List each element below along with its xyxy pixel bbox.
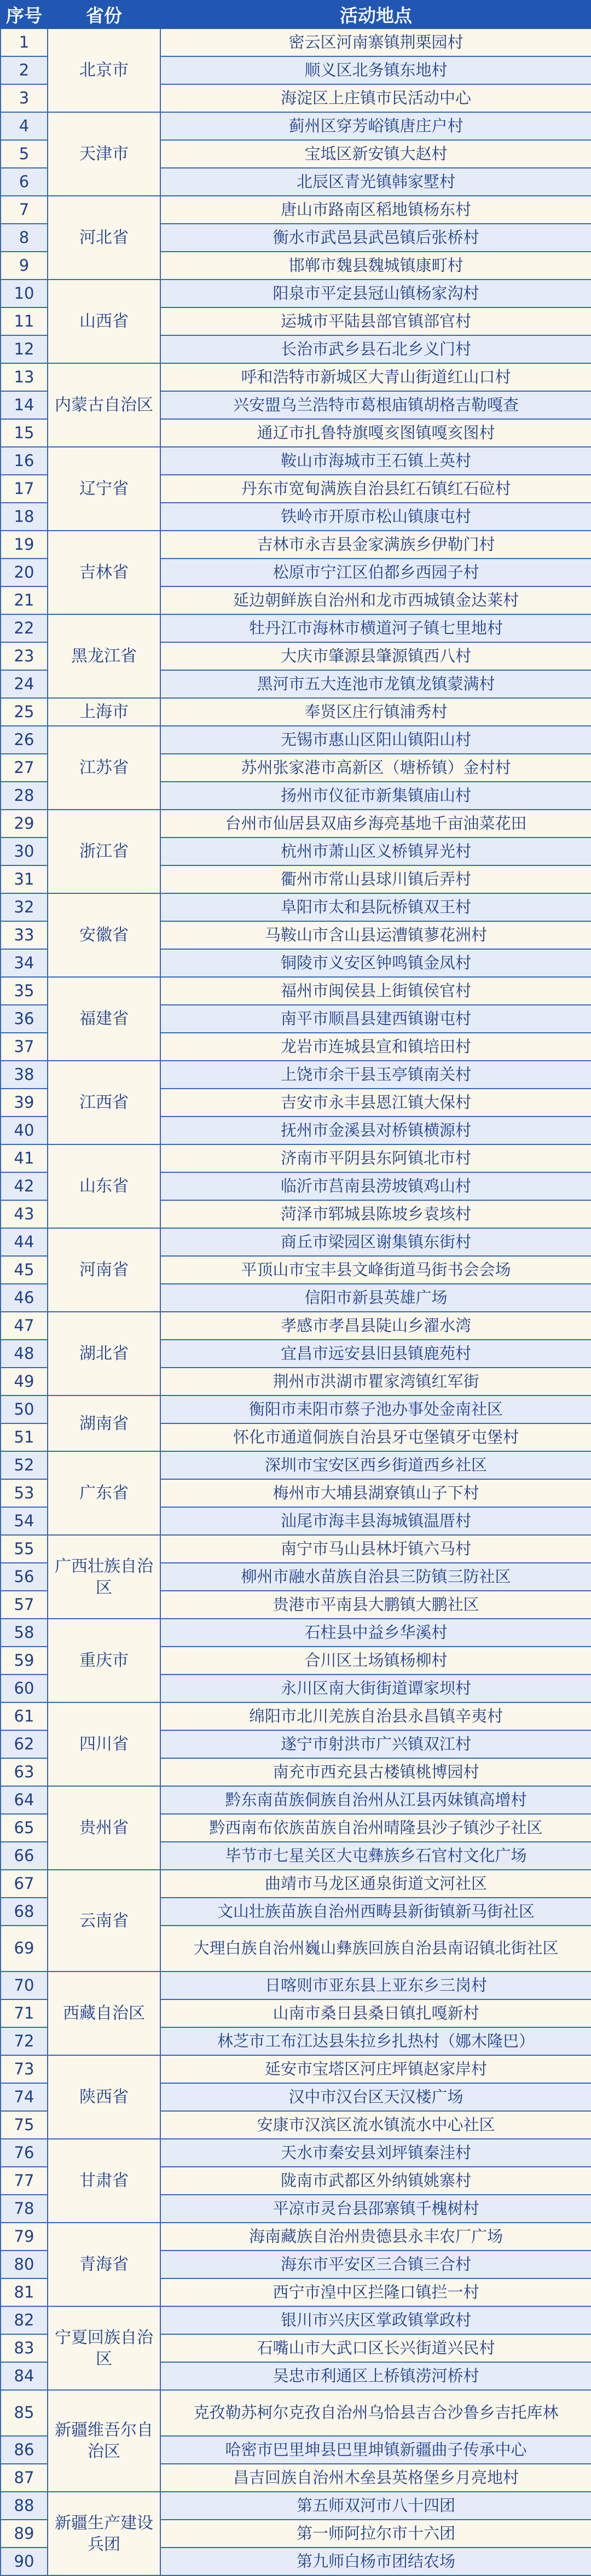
site-cell: 合川区土场镇杨柳村 xyxy=(160,1647,591,1674)
row-index: 20 xyxy=(1,559,48,586)
province-cell: 陕西省 xyxy=(48,2055,160,2139)
row-index: 61 xyxy=(1,1702,48,1730)
row-index: 21 xyxy=(1,586,48,614)
row-index: 39 xyxy=(1,1089,48,1117)
row-index: 82 xyxy=(1,2306,48,2334)
site-cell: 邯郸市魏县魏城镇康町村 xyxy=(160,252,591,280)
table-row xyxy=(1,2223,591,2251)
row-index: 84 xyxy=(1,2362,48,2390)
site-cell: 石柱县中益乡华溪村 xyxy=(160,1619,591,1647)
table-header-row xyxy=(1,1,591,28)
row-index: 40 xyxy=(1,1117,48,1144)
province-cell: 吉林省 xyxy=(48,531,160,614)
table-row xyxy=(1,363,591,391)
site-cell: 延安市宝塔区河庄坪镇赵家岸村 xyxy=(160,2055,591,2083)
row-index: 28 xyxy=(1,782,48,810)
site-cell: 长治市武乡县石北乡义门村 xyxy=(160,335,591,363)
site-cell: 丹东市宽甸满族自治县红石镇红石砬村 xyxy=(160,475,591,503)
site-cell: 毕节市七星关区大屯彝族乡石官村文化广场 xyxy=(160,1842,591,1870)
province-cell: 黑龙江省 xyxy=(48,614,160,698)
site-cell: 大理白族自治州巍山彝族回族自治县南诏镇北街社区 xyxy=(160,1926,591,1972)
province-cell: 河北省 xyxy=(48,196,160,280)
site-cell: 运城市平陆县部官镇部官村 xyxy=(160,307,591,335)
site-cell: 南充市西充县古楼镇桃博园村 xyxy=(160,1758,591,1786)
row-index: 2 xyxy=(1,56,48,84)
site-cell: 衢州市常山县球川镇后弄村 xyxy=(160,865,591,893)
province-cell: 甘肃省 xyxy=(48,2139,160,2223)
site-cell: 永川区南大街街道谭家坝村 xyxy=(160,1674,591,1702)
site-cell: 平凉市灵台县邵寨镇千槐树村 xyxy=(160,2195,591,2223)
row-index: 35 xyxy=(1,977,48,1005)
table-row xyxy=(1,1395,591,1423)
row-index: 90 xyxy=(1,2548,48,2575)
site-cell: 牡丹江市海林市横道河子镇七里地村 xyxy=(160,614,591,642)
row-index: 19 xyxy=(1,531,48,559)
row-index: 78 xyxy=(1,2195,48,2223)
row-index: 73 xyxy=(1,2055,48,2083)
site-cell: 信阳市新县英雄广场 xyxy=(160,1284,591,1312)
table-row xyxy=(1,726,591,754)
site-cell: 吴忠市利通区上桥镇涝河桥村 xyxy=(160,2362,591,2390)
site-cell: 蓟州区穿芳峪镇唐庄户村 xyxy=(160,112,591,140)
site-cell: 杭州市萧山区义桥镇昇光村 xyxy=(160,838,591,865)
row-index: 30 xyxy=(1,838,48,865)
row-index: 65 xyxy=(1,1814,48,1842)
site-cell: 鞍山市海城市王石镇上英村 xyxy=(160,447,591,475)
site-cell: 南平市顺昌县建西镇谢屯村 xyxy=(160,1005,591,1033)
table-row xyxy=(1,1619,591,1647)
site-cell: 临沂市莒南县涝坡镇鸡山村 xyxy=(160,1172,591,1200)
row-index: 81 xyxy=(1,2278,48,2306)
row-index: 85 xyxy=(1,2390,48,2436)
site-cell: 唐山市路南区稻地镇杨东村 xyxy=(160,196,591,224)
row-index: 59 xyxy=(1,1647,48,1674)
row-index: 54 xyxy=(1,1507,48,1535)
province-cell: 广东省 xyxy=(48,1451,160,1535)
province-cell: 湖南省 xyxy=(48,1395,160,1451)
table-row xyxy=(1,614,591,642)
site-cell: 北辰区青光镇韩家墅村 xyxy=(160,168,591,196)
row-index: 66 xyxy=(1,1842,48,1870)
province-cell: 广西壮族自治区 xyxy=(48,1535,160,1619)
row-index: 58 xyxy=(1,1619,48,1647)
site-cell: 铜陵市义安区钟鸣镇金凤村 xyxy=(160,949,591,977)
table-row xyxy=(1,2492,591,2520)
row-index: 23 xyxy=(1,642,48,670)
row-index: 57 xyxy=(1,1591,48,1619)
table-row xyxy=(1,280,591,307)
row-index: 38 xyxy=(1,1061,48,1089)
site-cell: 吉林市永吉县金家满族乡伊勒门村 xyxy=(160,531,591,559)
site-cell: 阳泉市平定县冠山镇杨家沟村 xyxy=(160,280,591,307)
province-cell: 江西省 xyxy=(48,1061,160,1144)
site-cell: 上饶市余干县玉亭镇南关村 xyxy=(160,1061,591,1089)
row-index: 8 xyxy=(1,224,48,252)
row-index: 36 xyxy=(1,1005,48,1033)
row-index: 18 xyxy=(1,503,48,531)
table-row xyxy=(1,1535,591,1563)
site-cell: 怀化市通道侗族自治县牙屯堡镇牙屯堡村 xyxy=(160,1423,591,1451)
row-index: 76 xyxy=(1,2139,48,2167)
table-row xyxy=(1,1870,591,1898)
row-index: 74 xyxy=(1,2083,48,2111)
site-cell: 梅州市大埔县湖寮镇山子下村 xyxy=(160,1479,591,1507)
row-index: 7 xyxy=(1,196,48,224)
row-index: 56 xyxy=(1,1563,48,1591)
header-province: 省份 xyxy=(48,1,160,28)
row-index: 89 xyxy=(1,2520,48,2548)
site-cell: 海东市平安区三合镇三合村 xyxy=(160,2251,591,2278)
site-cell: 平顶山市宝丰县文峰街道马街书会会场 xyxy=(160,1256,591,1284)
site-cell: 马鞍山市含山县运漕镇蓼花洲村 xyxy=(160,921,591,949)
site-cell: 铁岭市开原市松山镇康屯村 xyxy=(160,503,591,531)
row-index: 33 xyxy=(1,921,48,949)
table-row xyxy=(1,28,591,56)
row-index: 49 xyxy=(1,1368,48,1395)
row-index: 31 xyxy=(1,865,48,893)
site-cell: 山南市桑日县桑日镇扎嘎新村 xyxy=(160,1999,591,2027)
site-cell: 孝感市孝昌县陡山乡濯水湾 xyxy=(160,1312,591,1340)
site-cell: 南宁市马山县林圩镇六马村 xyxy=(160,1535,591,1563)
row-index: 50 xyxy=(1,1395,48,1423)
province-cell: 西藏自治区 xyxy=(48,1972,160,2055)
row-index: 71 xyxy=(1,1999,48,2027)
site-cell: 宝坻区新安镇大赵村 xyxy=(160,140,591,168)
table-body xyxy=(1,28,591,2575)
row-index: 43 xyxy=(1,1200,48,1228)
table-row xyxy=(1,2055,591,2083)
site-cell: 西宁市湟中区拦隆口镇拦一村 xyxy=(160,2278,591,2306)
row-index: 77 xyxy=(1,2167,48,2195)
table-row xyxy=(1,810,591,838)
table-row xyxy=(1,977,591,1005)
site-cell: 抚州市金溪县对桥镇横源村 xyxy=(160,1117,591,1144)
site-cell: 绵阳市北川羌族自治县永昌镇辛夷村 xyxy=(160,1702,591,1730)
row-index: 11 xyxy=(1,307,48,335)
row-index: 4 xyxy=(1,112,48,140)
row-index: 75 xyxy=(1,2111,48,2139)
site-cell: 延边朝鲜族自治州和龙市西城镇金达莱村 xyxy=(160,586,591,614)
province-cell: 辽宁省 xyxy=(48,447,160,531)
site-cell: 扬州市仪征市新集镇庙山村 xyxy=(160,782,591,810)
province-cell: 四川省 xyxy=(48,1702,160,1786)
province-cell: 新疆生产建设兵团 xyxy=(48,2492,160,2575)
province-cell: 河南省 xyxy=(48,1228,160,1312)
row-index: 47 xyxy=(1,1312,48,1340)
site-cell: 第五师双河市八十四团 xyxy=(160,2492,591,2520)
site-cell: 台州市仙居县双庙乡海亮基地千亩油菜花田 xyxy=(160,810,591,838)
row-index: 42 xyxy=(1,1172,48,1200)
table-row xyxy=(1,1312,591,1340)
row-index: 83 xyxy=(1,2334,48,2362)
row-index: 67 xyxy=(1,1870,48,1898)
site-cell: 阜阳市太和县阮桥镇双王村 xyxy=(160,893,591,921)
row-index: 22 xyxy=(1,614,48,642)
row-index: 86 xyxy=(1,2436,48,2464)
row-index: 52 xyxy=(1,1451,48,1479)
site-cell: 大庆市肇源县肇源镇西八村 xyxy=(160,642,591,670)
row-index: 53 xyxy=(1,1479,48,1507)
row-index: 26 xyxy=(1,726,48,754)
site-cell: 衡阳市耒阳市蔡子池办事处金南社区 xyxy=(160,1395,591,1423)
row-index: 25 xyxy=(1,698,48,726)
site-cell: 克孜勒苏柯尔克孜自治州乌恰县吉合沙鲁乡吉托库林 xyxy=(160,2390,591,2436)
site-cell: 兴安盟乌兰浩特市葛根庙镇胡格吉勒嘎查 xyxy=(160,391,591,419)
province-cell: 上海市 xyxy=(48,698,160,726)
site-cell: 通辽市扎鲁特旗嘎亥图镇嘎亥图村 xyxy=(160,419,591,447)
site-cell: 顺义区北务镇东地村 xyxy=(160,56,591,84)
site-cell: 奉贤区庄行镇浦秀村 xyxy=(160,698,591,726)
site-cell: 第一师阿拉尔市十六团 xyxy=(160,2520,591,2548)
row-index: 32 xyxy=(1,893,48,921)
site-cell: 贵港市平南县大鹏镇大鹏社区 xyxy=(160,1591,591,1619)
site-cell: 柳州市融水苗族自治县三防镇三防社区 xyxy=(160,1563,591,1591)
table-row xyxy=(1,1144,591,1172)
province-cell: 内蒙古自治区 xyxy=(48,363,160,447)
site-cell: 宜昌市远安县旧县镇鹿苑村 xyxy=(160,1340,591,1368)
row-index: 41 xyxy=(1,1144,48,1172)
site-cell: 黔东南苗族侗族自治州从江县丙妹镇高增村 xyxy=(160,1786,591,1814)
site-cell: 无锡市惠山区阳山镇阳山村 xyxy=(160,726,591,754)
province-cell: 青海省 xyxy=(48,2223,160,2306)
province-cell: 山东省 xyxy=(48,1144,160,1228)
table-row xyxy=(1,698,591,726)
site-cell: 海淀区上庄镇市民活动中心 xyxy=(160,84,591,112)
row-index: 6 xyxy=(1,168,48,196)
row-index: 69 xyxy=(1,1926,48,1972)
province-cell: 安徽省 xyxy=(48,893,160,977)
site-cell: 日喀则市亚东县上亚东乡三岗村 xyxy=(160,1972,591,1999)
row-index: 24 xyxy=(1,670,48,698)
site-cell: 第九师白杨市团结农场 xyxy=(160,2548,591,2575)
table-row xyxy=(1,1702,591,1730)
row-index: 70 xyxy=(1,1972,48,1999)
table-row xyxy=(1,531,591,559)
row-index: 5 xyxy=(1,140,48,168)
row-index: 45 xyxy=(1,1256,48,1284)
row-index: 17 xyxy=(1,475,48,503)
site-cell: 黔西南布依族苗族自治州晴隆县沙子镇沙子社区 xyxy=(160,1814,591,1842)
site-cell: 深圳市宝安区西乡街道西乡社区 xyxy=(160,1451,591,1479)
site-cell: 松原市宁江区伯都乡西园子村 xyxy=(160,559,591,586)
row-index: 63 xyxy=(1,1758,48,1786)
row-index: 16 xyxy=(1,447,48,475)
row-index: 1 xyxy=(1,28,48,56)
table-row xyxy=(1,2390,591,2436)
site-cell: 汉中市汉台区天汉楼广场 xyxy=(160,2083,591,2111)
site-cell: 荆州市洪湖市瞿家湾镇红军街 xyxy=(160,1368,591,1395)
province-cell: 重庆市 xyxy=(48,1619,160,1702)
row-index: 10 xyxy=(1,280,48,307)
site-cell: 遂宁市射洪市广兴镇双江村 xyxy=(160,1730,591,1758)
row-index: 79 xyxy=(1,2223,48,2251)
province-cell: 北京市 xyxy=(48,28,160,112)
site-cell: 黑河市五大连池市龙镇龙镇蒙满村 xyxy=(160,670,591,698)
site-cell: 林芝市工布江达县朱拉乡扎热村（娜木隆巴） xyxy=(160,2027,591,2055)
row-index: 34 xyxy=(1,949,48,977)
site-cell: 银川市兴庆区掌政镇掌政村 xyxy=(160,2306,591,2334)
row-index: 37 xyxy=(1,1033,48,1061)
table-row xyxy=(1,1451,591,1479)
row-index: 51 xyxy=(1,1423,48,1451)
site-cell: 海南藏族自治州贵德县永丰农厂广场 xyxy=(160,2223,591,2251)
site-cell: 衡水市武邑县武邑镇后张桥村 xyxy=(160,224,591,252)
site-cell: 济南市平阴县东阿镇北市村 xyxy=(160,1144,591,1172)
site-cell: 商丘市梁园区谢集镇东街村 xyxy=(160,1228,591,1256)
site-cell: 苏州张家港市高新区（塘桥镇）金村村 xyxy=(160,754,591,782)
province-cell: 浙江省 xyxy=(48,810,160,893)
table-row xyxy=(1,1061,591,1089)
site-cell: 汕尾市海丰县海城镇温厝村 xyxy=(160,1507,591,1535)
site-cell: 石嘴山市大武口区长兴街道兴民村 xyxy=(160,2334,591,2362)
row-index: 68 xyxy=(1,1898,48,1926)
site-cell: 吉安市永丰县恩江镇大保村 xyxy=(160,1089,591,1117)
site-cell: 福州市闽侯县上街镇侯官村 xyxy=(160,977,591,1005)
table-row xyxy=(1,112,591,140)
site-cell: 昌吉回族自治州木垒县英格堡乡月亮地村 xyxy=(160,2464,591,2492)
row-index: 60 xyxy=(1,1674,48,1702)
row-index: 14 xyxy=(1,391,48,419)
row-index: 12 xyxy=(1,335,48,363)
row-index: 29 xyxy=(1,810,48,838)
province-cell: 江苏省 xyxy=(48,726,160,810)
province-cell: 云南省 xyxy=(48,1870,160,1972)
header-site: 活动地点 xyxy=(160,1,591,28)
row-index: 27 xyxy=(1,754,48,782)
row-index: 3 xyxy=(1,84,48,112)
province-cell: 天津市 xyxy=(48,112,160,196)
row-index: 9 xyxy=(1,252,48,280)
province-cell: 宁夏回族自治区 xyxy=(48,2306,160,2390)
site-cell: 天水市秦安县刘坪镇秦洼村 xyxy=(160,2139,591,2167)
site-cell: 陇南市武都区外纳镇姚寨村 xyxy=(160,2167,591,2195)
site-cell: 文山壮族苗族自治州西畴县新街镇新马街社区 xyxy=(160,1898,591,1926)
header-index: 序号 xyxy=(1,1,48,28)
province-cell: 山西省 xyxy=(48,280,160,363)
province-cell: 贵州省 xyxy=(48,1786,160,1870)
table-row xyxy=(1,893,591,921)
row-index: 13 xyxy=(1,363,48,391)
row-index: 46 xyxy=(1,1284,48,1312)
table-row xyxy=(1,447,591,475)
row-index: 87 xyxy=(1,2464,48,2492)
site-cell: 曲靖市马龙区通泉街道文河社区 xyxy=(160,1870,591,1898)
table-row xyxy=(1,196,591,224)
table-row xyxy=(1,2139,591,2167)
site-cell: 菏泽市郓城县陈坡乡袁垓村 xyxy=(160,1200,591,1228)
site-cell: 龙岩市连城县宣和镇培田村 xyxy=(160,1033,591,1061)
row-index: 62 xyxy=(1,1730,48,1758)
site-cell: 哈密市巴里坤县巴里坤镇新疆曲子传承中心 xyxy=(160,2436,591,2464)
table-row xyxy=(1,2306,591,2334)
row-index: 44 xyxy=(1,1228,48,1256)
site-cell: 密云区河南寨镇荆栗园村 xyxy=(160,28,591,56)
row-index: 80 xyxy=(1,2251,48,2278)
province-cell: 福建省 xyxy=(48,977,160,1061)
table-row xyxy=(1,1786,591,1814)
table-row xyxy=(1,1228,591,1256)
site-cell: 呼和浩特市新城区大青山街道红山口村 xyxy=(160,363,591,391)
row-index: 88 xyxy=(1,2492,48,2520)
province-cell: 新疆维吾尔自治区 xyxy=(48,2390,160,2492)
row-index: 55 xyxy=(1,1535,48,1563)
table-row xyxy=(1,1972,591,1999)
province-cell: 湖北省 xyxy=(48,1312,160,1395)
site-cell: 安康市汉滨区流水镇流水中心社区 xyxy=(160,2111,591,2139)
row-index: 64 xyxy=(1,1786,48,1814)
row-index: 72 xyxy=(1,2027,48,2055)
row-index: 48 xyxy=(1,1340,48,1368)
row-index: 15 xyxy=(1,419,48,447)
